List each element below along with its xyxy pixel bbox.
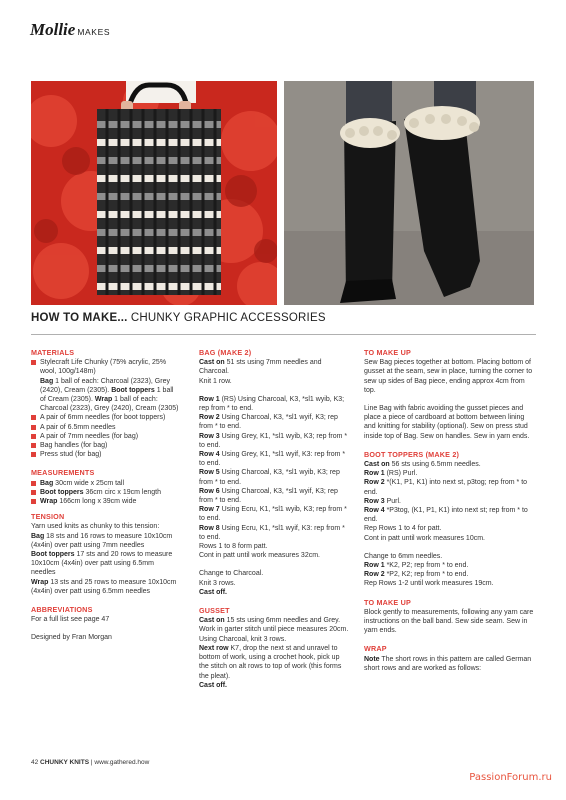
column-materials bbox=[31, 348, 179, 643]
tension-item bbox=[31, 578, 179, 596]
bag-knit-row: Knit 1 row. bbox=[199, 377, 232, 385]
materials-list bbox=[31, 358, 179, 459]
pattern-row bbox=[199, 524, 349, 542]
row-label: Row 2 bbox=[199, 414, 220, 422]
row-text: Using Charcoal, K3, *sl1 wyif, K3; rep from * to end. bbox=[199, 487, 338, 505]
make-up-text: Line Bag with fabric avoiding the gusset pieces and place a piece of cardboard at bottom between lining and knitting for stability (optional). Sew on press stud inside top of Bag. Sew on handles. Sew in yarn ends. bbox=[364, 405, 530, 440]
cast-on-label: Cast on bbox=[199, 359, 225, 367]
bag-yarn: 1 ball of each: Charcoal (2323), Grey (2420), Cream (2305). bbox=[40, 377, 170, 394]
pattern-row bbox=[364, 497, 536, 506]
row-text: Purl. bbox=[384, 497, 401, 505]
tension-heading: TENSION bbox=[31, 512, 65, 522]
bag-label: Bag bbox=[40, 377, 54, 385]
tension-intro: Yarn used knits as chunky to this tension: bbox=[31, 523, 160, 531]
wrap-yarn: 1 ball of each: Charcoal (2323), Grey (2420), Cream (2305) bbox=[40, 396, 179, 413]
cast-off-label: Cast off. bbox=[199, 588, 227, 596]
pattern-row bbox=[364, 478, 536, 496]
column-bag bbox=[199, 348, 349, 690]
note-label: Note bbox=[364, 655, 380, 663]
photo-bag bbox=[31, 81, 277, 305]
row-label: Row 5 bbox=[199, 469, 220, 477]
row-text: Using Charcoal, K3, *sl1 wyib, K3; rep from * to end. bbox=[199, 469, 340, 486]
next-row-text: K7, drop the next st and unravel to bottom of work, using a crochet hook, pick up the stitch on alt rows to top of work (this forms the pleat). bbox=[199, 644, 342, 680]
gusset-charcoal: Using Charcoal, knit 3 rows. bbox=[199, 635, 287, 643]
row-label: Row 1 bbox=[364, 562, 385, 570]
footer-separator: | bbox=[90, 759, 93, 766]
row-text: Using Grey, K1, *sl1 wyif, K3: rep from * to end. bbox=[199, 451, 346, 468]
tension-label: Boot toppers bbox=[31, 551, 75, 559]
materials-item: A pair of 6.5mm needles bbox=[31, 423, 179, 432]
row-text: Using Ecru, K1, *sl1 wyif, K3: rep from * to end. bbox=[199, 524, 345, 541]
next-row bbox=[199, 644, 349, 681]
page-footer bbox=[31, 759, 149, 766]
rib-rep: Rep Rows 1-2 until work measures 19cm. bbox=[364, 580, 494, 588]
materials-item: Press stud (for bag) bbox=[31, 450, 179, 459]
row-label: Row 2 bbox=[364, 479, 385, 487]
materials-item: A pair of 6mm needles (for boot toppers) bbox=[31, 413, 179, 422]
pattern-row bbox=[364, 570, 536, 579]
make-up-text: Sew Bag pieces together at bottom. Placing bottom of gusset at the seam, sew in place, turning the corner to sew up sides of Bag piece, ending approx 4cm from top. bbox=[364, 359, 533, 394]
measurements-list bbox=[31, 479, 179, 507]
cast-on-label: Cast on bbox=[199, 617, 225, 625]
cast-on-text: 56 sts using 6.5mm needles. bbox=[389, 461, 481, 469]
pattern-row bbox=[364, 506, 536, 524]
bag-heading: BAG (MAKE 2) bbox=[199, 348, 252, 357]
boot-cast-on bbox=[364, 460, 536, 469]
row-label: Row 8 bbox=[199, 524, 220, 532]
measurement-item bbox=[31, 479, 179, 488]
row-label: Row 1 bbox=[364, 470, 385, 478]
tension-item bbox=[31, 550, 179, 578]
measurement-value: 36cm circ x 19cm length bbox=[83, 488, 161, 496]
cont-patt: Cont in patt until work measures 32cm. bbox=[199, 552, 320, 560]
measurement-label: Boot toppers bbox=[40, 488, 84, 496]
wrap-note bbox=[364, 655, 536, 673]
measurement-item bbox=[31, 488, 179, 497]
row-text: (RS) Purl. bbox=[384, 470, 418, 478]
watermark: PassionForum.ru bbox=[469, 772, 552, 783]
pattern-row bbox=[199, 450, 349, 468]
make-up-text: Block gently to measurements, following any yarn care instructions on the ball band. Sew side seam. Sew in yarn ends. bbox=[364, 608, 534, 635]
row-label: Row 1 bbox=[199, 395, 220, 403]
materials-item-yarn bbox=[31, 358, 179, 413]
measurement-value: 30cm wide x 25cm tall bbox=[53, 479, 125, 487]
row-text: *K2, P2; rep from * to end. bbox=[384, 562, 469, 570]
gusset-garter: Work in garter stitch until piece measures 20cm. bbox=[199, 626, 349, 634]
yarn-description: Stylecraft Life Chunky (75% acrylic, 25% wool, 100g/148m) bbox=[40, 359, 167, 376]
knit-rows: Knit 3 rows. bbox=[199, 579, 236, 587]
row-label: Row 7 bbox=[199, 506, 220, 514]
pattern-row bbox=[199, 468, 349, 486]
change-color: Change to Charcoal. bbox=[199, 570, 264, 578]
pattern-row bbox=[199, 413, 349, 431]
pattern-row bbox=[364, 469, 536, 478]
pattern-row bbox=[364, 561, 536, 570]
measurement-label: Bag bbox=[40, 479, 54, 487]
row-label: Row 4 bbox=[364, 507, 385, 515]
tension-label: Bag bbox=[31, 532, 45, 540]
change-needles: Change to 6mm needles. bbox=[364, 552, 443, 560]
measurement-label: Wrap bbox=[40, 498, 58, 506]
tension-value: 17 sts and 20 rows to measure 10x10cm (4x4in) over patt using 6.5mm needles bbox=[31, 551, 173, 577]
boot-toppers-label: Boot toppers bbox=[111, 386, 155, 394]
cast-on-text: 15 sts using 6mm needles and Grey. bbox=[224, 617, 341, 625]
note-text: The short rows in this pattern are called German short rows and are worked as follows: bbox=[364, 655, 532, 672]
tension-item bbox=[31, 532, 179, 550]
make-up-heading-2: TO MAKE UP bbox=[364, 597, 411, 607]
header bbox=[30, 20, 110, 40]
row-label: Row 3 bbox=[199, 432, 220, 440]
cast-off bbox=[199, 588, 349, 597]
row-text: *P2, K2; rep from * to end. bbox=[384, 571, 469, 579]
measurement-item bbox=[31, 497, 179, 506]
boot-rep: Rep Rows 1 to 4 for patt. bbox=[364, 525, 442, 533]
cast-off-label: Cast off. bbox=[199, 681, 227, 689]
cast-on-text: 51 sts using 7mm needles and Charcoal. bbox=[199, 359, 322, 376]
materials-heading: MATERIALS bbox=[31, 348, 75, 357]
pattern-row bbox=[199, 487, 349, 505]
row-text: Using Ecru, K1, *sl1 wyib, K3; rep from * to end. bbox=[199, 506, 347, 523]
column-make-up bbox=[364, 348, 536, 673]
book-title: CHUNKY KNITS bbox=[40, 759, 90, 766]
pattern-row bbox=[199, 505, 349, 523]
boot-toppers-yarn: 1 ball of Cream (2305). bbox=[40, 386, 174, 404]
footer-url[interactable]: www.gathered.how bbox=[94, 759, 150, 766]
tension-value: 13 sts and 25 rows to measure 10x10cm (4x4in) over patt using 6.5mm needles bbox=[31, 578, 177, 595]
section-title bbox=[31, 312, 536, 324]
materials-item: A pair of 7mm needles (for bag) bbox=[31, 432, 179, 441]
pattern-row bbox=[199, 432, 349, 450]
designer-credit: Designed by Fran Morgan bbox=[31, 634, 112, 642]
boot-toppers-heading: BOOT TOPPERS (MAKE 2) bbox=[364, 449, 460, 459]
form-patt: Rows 1 to 8 form patt. bbox=[199, 543, 268, 551]
row-label: Row 6 bbox=[199, 487, 220, 495]
row-label: Row 3 bbox=[364, 497, 385, 505]
brand-logo: Mollie bbox=[30, 20, 76, 39]
boot-cont: Cont in patt until work measures 10cm. bbox=[364, 534, 485, 542]
abbreviations-heading: ABBREVIATIONS bbox=[31, 605, 93, 615]
next-row-label: Next row bbox=[199, 644, 229, 652]
brand-suffix: MAKES bbox=[77, 27, 111, 37]
measurement-value: 166cm long x 39cm wide bbox=[57, 498, 137, 506]
cast-on-label: Cast on bbox=[364, 461, 390, 469]
abbreviations-text: For a full list see page 47 bbox=[31, 616, 110, 624]
row-text: Using Grey, K1, *sl1 wyib, K3; rep from * to end. bbox=[199, 432, 348, 449]
title-divider bbox=[31, 334, 536, 335]
section-title-lead: HOW TO MAKE... bbox=[31, 312, 128, 324]
measurements-heading: MEASUREMENTS bbox=[31, 468, 95, 478]
gusset-heading: GUSSET bbox=[199, 606, 230, 616]
tension-label: Wrap bbox=[31, 578, 49, 586]
row-text: *P3tog, (K1, P1, K1) into next st; rep from * to end. bbox=[364, 507, 528, 524]
gusset-cast-on bbox=[199, 616, 349, 625]
row-text: Using Charcoal, K3, *sl1 wyif, K3; rep from * to end. bbox=[199, 414, 338, 431]
wrap-heading: WRAP bbox=[364, 644, 387, 654]
row-text: (RS) Using Charcoal, K3, *sl1 wyib, K3; rep from * to end. bbox=[199, 395, 345, 413]
materials-item: Bag handles (for bag) bbox=[31, 441, 179, 450]
row-text: *(K1, P1, K1) into next st, p3tog; rep from * to end. bbox=[364, 479, 528, 496]
section-title-rest: CHUNKY GRAPHIC ACCESSORIES bbox=[127, 312, 326, 324]
wrap-label: Wrap bbox=[94, 396, 113, 404]
make-up-heading: TO MAKE UP bbox=[364, 348, 411, 357]
row-label: Row 2 bbox=[364, 571, 385, 579]
bag-cast-on bbox=[199, 358, 349, 376]
cast-off bbox=[199, 681, 349, 690]
row-label: Row 4 bbox=[199, 451, 220, 459]
page-number: 42 bbox=[31, 759, 39, 766]
pattern-row bbox=[199, 395, 349, 413]
tension-value: 18 sts and 16 rows to measure 10x10cm (4x4in) over patt using 7mm needles bbox=[31, 532, 173, 549]
photo-boot-toppers bbox=[284, 81, 534, 305]
